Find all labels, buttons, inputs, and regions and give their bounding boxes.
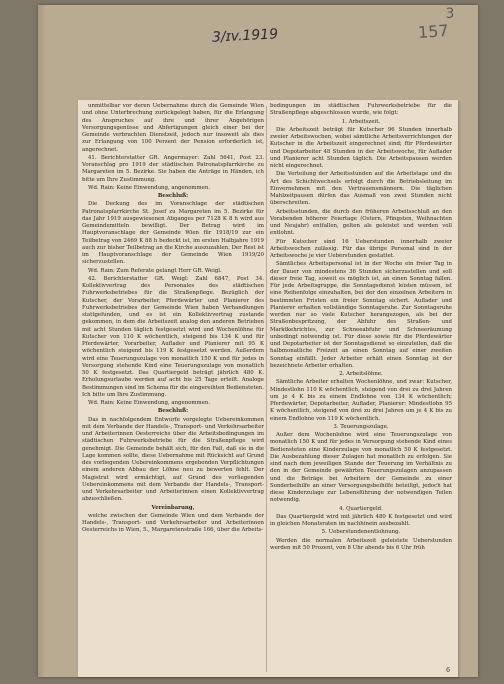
paragraph: Wd. Rain: Keine Einwendung, angenommen. bbox=[88, 400, 211, 406]
paragraph: Die Verteilung der Arbeitsstunden auf die Arbeitstage und die Art des Schichtwechsels erfolgt durch die Betriebsleitung im Einvernehmen mit den Vertrauensmännern. Die täglichen Mahlzeitpausen dürfen das Ausmaß von zwei Stunden nicht überschreiten. bbox=[270, 171, 452, 207]
paragraph: Sämtliches Arbeitspersonal ist in der Woche ein freier Tag in der Dauer von mindestens 36 Stunden sicherzustellen und soll dieser freie Tag, soweit es möglich ist, an einen Sonntag fallen. Für jede Arbeitsgruppe, die Sonntagsdienst leisten müssen, ist eine Reihenfolge einzuhalten, bei der den einzelnen Arbeitern in bestimmten Fristen ein freier Sonntag sichert. Auflader und Planierer erhalten vollständige Sonntagsruhe. Zur Sonntagsruhe werden nur so viele Kutscher herangezogen, als bei der Straßenbespritzung, der Abfuhr des Straßen- und Marktkehrichtes, zur Schneeabfuhr und Schneeräumung unbedingt notwendig ist. Für diese sowie für die Pferdewärter und Depotarbeiter ist der Sonntagsdienst so einzuteilen, daß die halbmonatliche Freizeit an einen Sonntag auf einer zweiten Sonntag einfällt. Jeder Arbeiter erhält einen Sonntag ist der bezeichnete Arbeiter erhalten. bbox=[270, 261, 452, 369]
paragraph: Arbeitsstunden, die durch den früheren Arbeitsschluß an den Vorabenden höherer Feiertage (Ostern, Pfingsten, Weihnachten und Neujahr) entfallen, gelten als geleistet und werden voll entlohnt. bbox=[270, 208, 452, 237]
right-text-column bbox=[270, 103, 452, 677]
paragraph: bedingungen im städtischen Fuhrwerksbetriebe für die Straßenpflege abgeschlossen wurde, wie folgt: bbox=[270, 103, 452, 117]
section-heading: Beschluß: bbox=[157, 193, 189, 199]
corner-number: 3 bbox=[445, 6, 455, 22]
section-heading: 5. Ueberstundenentlohnung. bbox=[321, 529, 401, 536]
paragraph: unmittelbar vor deren Uebernahme durch die Gemeinde Wien und ohne Unterbrechung zurückgelegt haben, für die Erlangung des Anspruches auf ihre und ihrer Angehörigen Versorgungsgenüsse und Abfertigungen gleich einer bei der Gemeinde verbrachten Dienstzeit, jedoch nur insoweit als dies zur Erlangung von 100 Perzent der Pension erforderlich ist, angerechnet. bbox=[82, 103, 264, 153]
paragraph: Werden die normalen Arbeitszeit geleistete Ueberstunden werden mit 50 Prozent, von 8 Uhr abends bis 6 Uhr früh bbox=[270, 537, 452, 551]
paragraph: Das in nachfolgendem Entwurfe vorgelegte Uebereinkommen mit dem Verbande der Handels-, Transport- und Verkehrsarbeiter und Arbeiterinnen Oesterreichs über die Arbeitsbedingungen im städtischen Fuhrwerksbetriebe für die Straßenpflege wird genehmigt. Die Gemeinde behält sich, für den Fall, daß sie in die Lage kommen sollte, diese Uebernahme mit Rücksicht auf Grund des vorliegenden Uebereinkommens ergebenden Verpflichtungen einem anderen Abbau der Löhne neu zu bewerten fehlt. Der Magistrat wird ermächtigt, auf Grund des vorliegenden Uebereinkommens mit dem Verbande der Handels-, Transport- und Verkehrsarbeiter und Arbeiterinnen einen Kollektivvertrag abzuschließen. bbox=[82, 416, 264, 503]
paragraph: Die Deckung des im Voranschlage der städtischen Patronatspfarrkirche St. Josef zu Margareten im 5. Bezirke für das Jahr 1919 ausgewiesenen Abganges per 7128 K 8 h wird aus Gemeindemitteln bewilligt. Der Betrag wird im Hauptvoranschlage der Gemeinde Wien für 1918/19 zur ein Teilbetrag von 2469 K 88 h bedeckt ist, im ersten Halbjahre 1919 auch zur bisher Teilbetrag an die Kirche auszuzahlen. Der Rest ist im Hauptvoranschlage der Gemeinde Wien 1919/20 sicherzustellen. bbox=[82, 201, 264, 266]
page-footer: 6 bbox=[446, 667, 450, 674]
section-heading: Beschluß: bbox=[157, 408, 189, 415]
paragraph: Außer dem Wochenlohne wird eine Teuerungszulage von monatlich 150 K und für jedes in Versorgung stehende Kind eines Bediensteten eine Kinderzulage von monatlich 50 K festgesetzt. Die Ausbezahlung dieser Zulagen hat monatlich zu erfolgen. Sie sind nach dem jeweiligen Stande der Teuerung im Verhältnis zu den in der Gemeinde gewährten Teuerungszulagen anzupassen und die Beträge bei Arbeitern der Gemeinde zu einer Sonderbeihilfe an einer Versorgungsbeihilfe beteiligt, jedoch hat diese Kinderzulage zur Lebensführung der notwendigen Teilen notwendig. bbox=[270, 432, 452, 504]
handwritten-date: 3/ɪv.1919 bbox=[211, 26, 279, 46]
paragraph: Wd. Rain: Keine Einwendung, angenommen. bbox=[88, 184, 211, 191]
left-text-column bbox=[82, 103, 264, 677]
paragraph: Für Kutscher sind 16 Ueberstunden innerhalb zweier Arbeitswochen zulässig. Für das übrige Personal sind in der Arbeitswoche je vier Ueberstunden gestattet. bbox=[270, 238, 452, 259]
paragraph: Wd. Rain: Zum Referate gelangt Herr GR. Weigl. bbox=[88, 267, 222, 274]
sheet-edge bbox=[38, 5, 46, 677]
section-heading: 1. Arbeitszeit. bbox=[341, 118, 381, 125]
newspaper-clipping bbox=[78, 100, 458, 677]
section-heading: 2. Arbeitslöhne. bbox=[339, 371, 383, 377]
column-divider bbox=[266, 106, 267, 672]
paragraph: Sämtliche Arbeiter erhalten Wochenlöhne, und zwar: Kutscher, Mindestlohn 110 K wöchentlich, steigend von drei zu drei Jahren um je 4 K bis zu einem Endlohne von 134 K wöchentlich; Pferdewärter, Depotarbeiter, Auflader, Planierer: Mindestlohn 95 K wöchentlich, steigend von drei zu drei Jahren um je 4 K bis zu einem Endlohne von 119 K wöchentlich. bbox=[270, 379, 452, 422]
section-heading: 3. Teuerungszulage. bbox=[333, 423, 389, 430]
paragraph: Das Quartiergeld wird mit jährlich 480 K festgesetzt und wird in gleichen Monatsraten im nachhinein ausbezahlt. bbox=[270, 513, 452, 527]
paragraph: 41. Berichterstatter GR. Angermayer: Zahl 5641, Post 23. Voranschlag pro 1919 der städtischen Patronatspfarrkirche zu Margareten im 5. Bezirke. Sie haben die Anträge in Händen, ich bitte um Ihre Zustimmung. bbox=[82, 154, 264, 183]
paragraph: 42. Berichterstatter GR. Weigl: Zahl 6847, Post 34. Kollektivvertrag des Personales des städtischen Fuhrwerksbetriebes für die Straßenpflege. Bezüglich der Kutscher, der Vorarbeiter, Pferdewärter und Planierer des Fuhrwerksbetriebes der Gemeinde Wien haben Verhandlungen stattgefunden, und es ist ein Kollektivvertrag zustande gekommen, in dem die Arbeitszeit analog den anderen Betrieben mit acht Stunden täglich festgesetzt wird und Wochenlöhne für Kutscher von 110 K wöchentlich, steigend bis 134 K und für Pferdewärter, Vorarbeiter, Auflader und Planierer mit 95 K wöchentlich steigend bis 119 K festgesetzt werden. Außerdem wird eine Teuerungszulage von monatlich 150 K und für jedes in Versorgung stehende Kind eine Teuerungszulage von monatlich 50 K festgesetzt. Das Quartiergeld beträgt jährlich 480 K. Erholungsurlaube werden auf acht bis 25 Tage erteilt. Analoge Bestimmungen sind im Schema für die eingereihten Bediensteten. Ich bitte um Ihre Zustimmung. bbox=[82, 275, 264, 398]
paragraph: welche zwischen der Gemeinde Wien und dem Verbande der Handels-, Transport- und Verkehrsarbeiter und Arbeiterinnen Oesterreichs in Wien, 5., Margaretenstraße 166, über die Arbeits- bbox=[82, 512, 264, 534]
section-heading: 4. Quartiergeld. bbox=[339, 505, 383, 512]
section-heading: Vereinbarung, bbox=[151, 504, 195, 511]
paragraph: Die Arbeitszeit beträgt für Kutscher 96 Stunden innerhalb zweier Arbeitswochen, wobei sämtliche Arbeitsverrichtungen der Kutscher in die Arbeitszeit eingerechnet sind; für Pferdewärter und Depotarbeiter 48 Stunden in der Arbeitswoche, für Auflader und Planierer acht Stunden täglich. Die Arbeitspausen werden nicht eingerechnet. bbox=[270, 126, 452, 169]
handwritten-page-number: 157 bbox=[417, 20, 450, 43]
